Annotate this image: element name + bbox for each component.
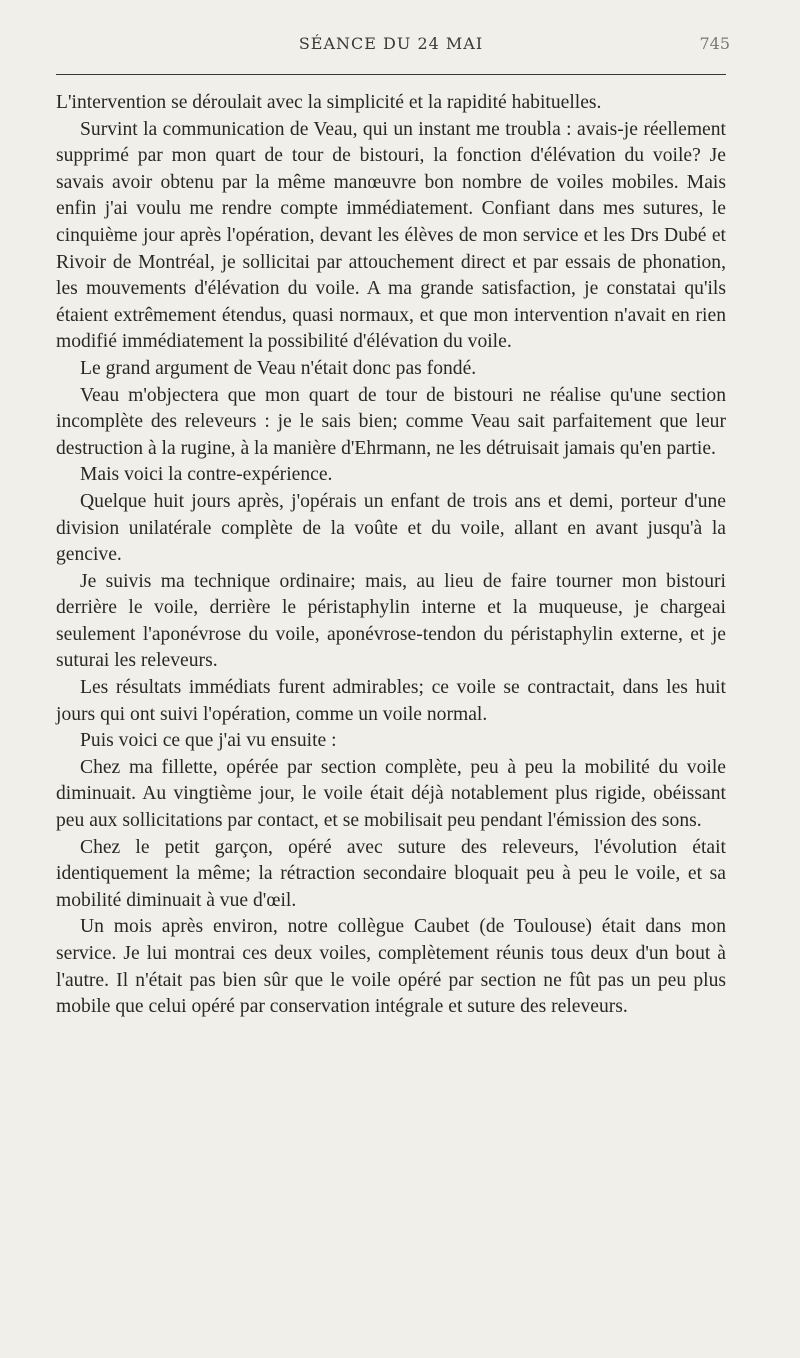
paragraph: Chez ma fillette, opérée par section complète, peu à peu la mobilité du voile diminuait. Au vingtième jour, le voile était déjà notablement plus rigide, obéissant peu aux sollicitations par contact, et se mobilisait peu pendant l'émission des sons.	[56, 756, 726, 832]
running-header	[56, 34, 730, 62]
paragraph: Puis voici ce que j'ai vu ensuite :	[80, 730, 337, 752]
paragraph: Veau m'objectera que mon quart de tour de bistouri ne réalise qu'une section incomplète des releveurs : je le sais bien; comme Veau sait parfaitement que leur destruction à la rugine, à la manière d'Ehrmann, ne les détruisait jamais qu'en partie.	[56, 384, 726, 459]
body-text	[56, 90, 726, 1021]
paragraph: Un mois après environ, notre collègue Caubet (de Toulouse) était dans mon service. Je lui montrai ces deux voiles, complètement réunis tous deux d'un bout à l'autre. Il n'était pas bien sûr que le voile opéré par section ne fût pas un peu plus mobile que celui opéré par conservation intégrale et suture des releveurs.	[56, 916, 726, 1018]
paragraph: Mais voici la contre-expérience.	[80, 464, 333, 486]
paragraph: Chez le petit garçon, opéré avec suture des releveurs, l'évolution était identiquement la même; la rétraction secondaire bloquait peu à peu le voile, et sa mobilité diminuait à vue d'œil.	[56, 836, 726, 911]
paragraph: Les résultats immédiats furent admirables; ce voile se contractait, dans les huit jours qui ont suivi l'opération, comme un voile normal.	[56, 677, 726, 725]
paragraph: Survint la communication de Veau, qui un instant me troubla : avais-je réellement supprimé par mon quart de tour de bistouri, la fonction d'élévation du voile? Je savais avoir obtenu par la même manœuvre bon nombre de voiles mobiles. Mais enfin j'ai voulu me rendre compte immédiatement. Confiant dans mes sutures, le cinquième jour après l'opération, devant les élèves de mon service et les Drs Dubé et Rivoir de Montréal, je sollicitai par attouchement direct et par essais de phonation, les mouvements d'élévation du voile. A ma grande satisfaction, je constatai qu'ils étaient extrêmement étendus, quasi normaux, et que mon intervention n'avait en rien modifié immédiatement la possibilité d'élévation du voile.	[56, 118, 726, 353]
page-number: 745	[699, 34, 730, 53]
paragraph: Le grand argument de Veau n'était donc pas fondé.	[80, 357, 477, 379]
paragraph: Quelque huit jours après, j'opérais un enfant de trois ans et demi, porteur d'une division unilatérale complète de la voûte et du voile, allant en avant jusqu'à la gencive.	[56, 490, 726, 566]
header-rule	[56, 74, 726, 75]
header-title: SÉANCE DU 24 MAI	[298, 34, 484, 53]
paragraph: Je suivis ma technique ordinaire; mais, au lieu de faire tourner mon bistouri derrière le voile, derrière le péristaphylin interne et la muqueuse, je chargeai seulement l'aponévrose du voile, aponévrose-tendon du péristaphylin externe, et je suturai les releveurs.	[56, 570, 726, 672]
paragraph: L'intervention se déroulait avec la simplicité et la rapidité habituelles.	[56, 92, 602, 113]
